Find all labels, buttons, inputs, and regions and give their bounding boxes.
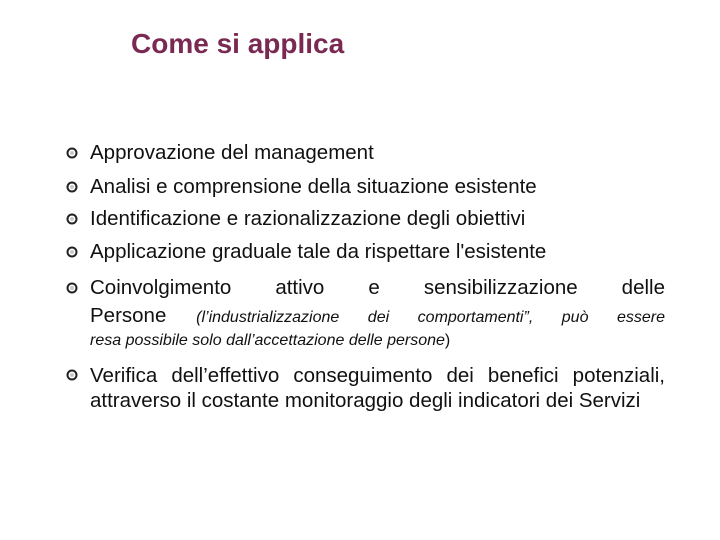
list-item-text: Analisi e comprensione della situazione esistente xyxy=(90,175,537,198)
bullet-icon xyxy=(66,213,78,225)
list-item-text: Coinvolgimento attivo e sensibilizzazione delle xyxy=(90,276,665,299)
bullet-icon xyxy=(66,282,78,294)
list-item-line3 xyxy=(90,331,665,351)
list-item-text: Persone xyxy=(90,304,167,327)
bullet-icon xyxy=(66,246,78,258)
list-item-text: Applicazione graduale tale da rispettare l'esistente xyxy=(90,240,547,263)
list-item-note-close: ) xyxy=(444,332,451,349)
list-item-text: Approvazione del management xyxy=(90,141,374,164)
bullet-icon xyxy=(66,147,78,159)
list-item-line2 xyxy=(90,304,665,330)
list-item-text: Verifica dell’effettivo conseguimento dei benefici potenziali, attraverso il costante monitoraggio degli indicatori dei Servizi xyxy=(90,364,665,412)
bullet-icon xyxy=(66,181,78,193)
bullet-icon xyxy=(66,369,78,381)
list-item-note: resa possibile solo dall’accettazione delle persone xyxy=(90,332,445,349)
list-item-note: (l’industrializzazione dei comportamenti”, può essere xyxy=(196,309,665,326)
list-item-text: Identificazione e razionalizzazione degli obiettivi xyxy=(90,207,526,230)
page-title: Come si applica xyxy=(131,28,345,59)
